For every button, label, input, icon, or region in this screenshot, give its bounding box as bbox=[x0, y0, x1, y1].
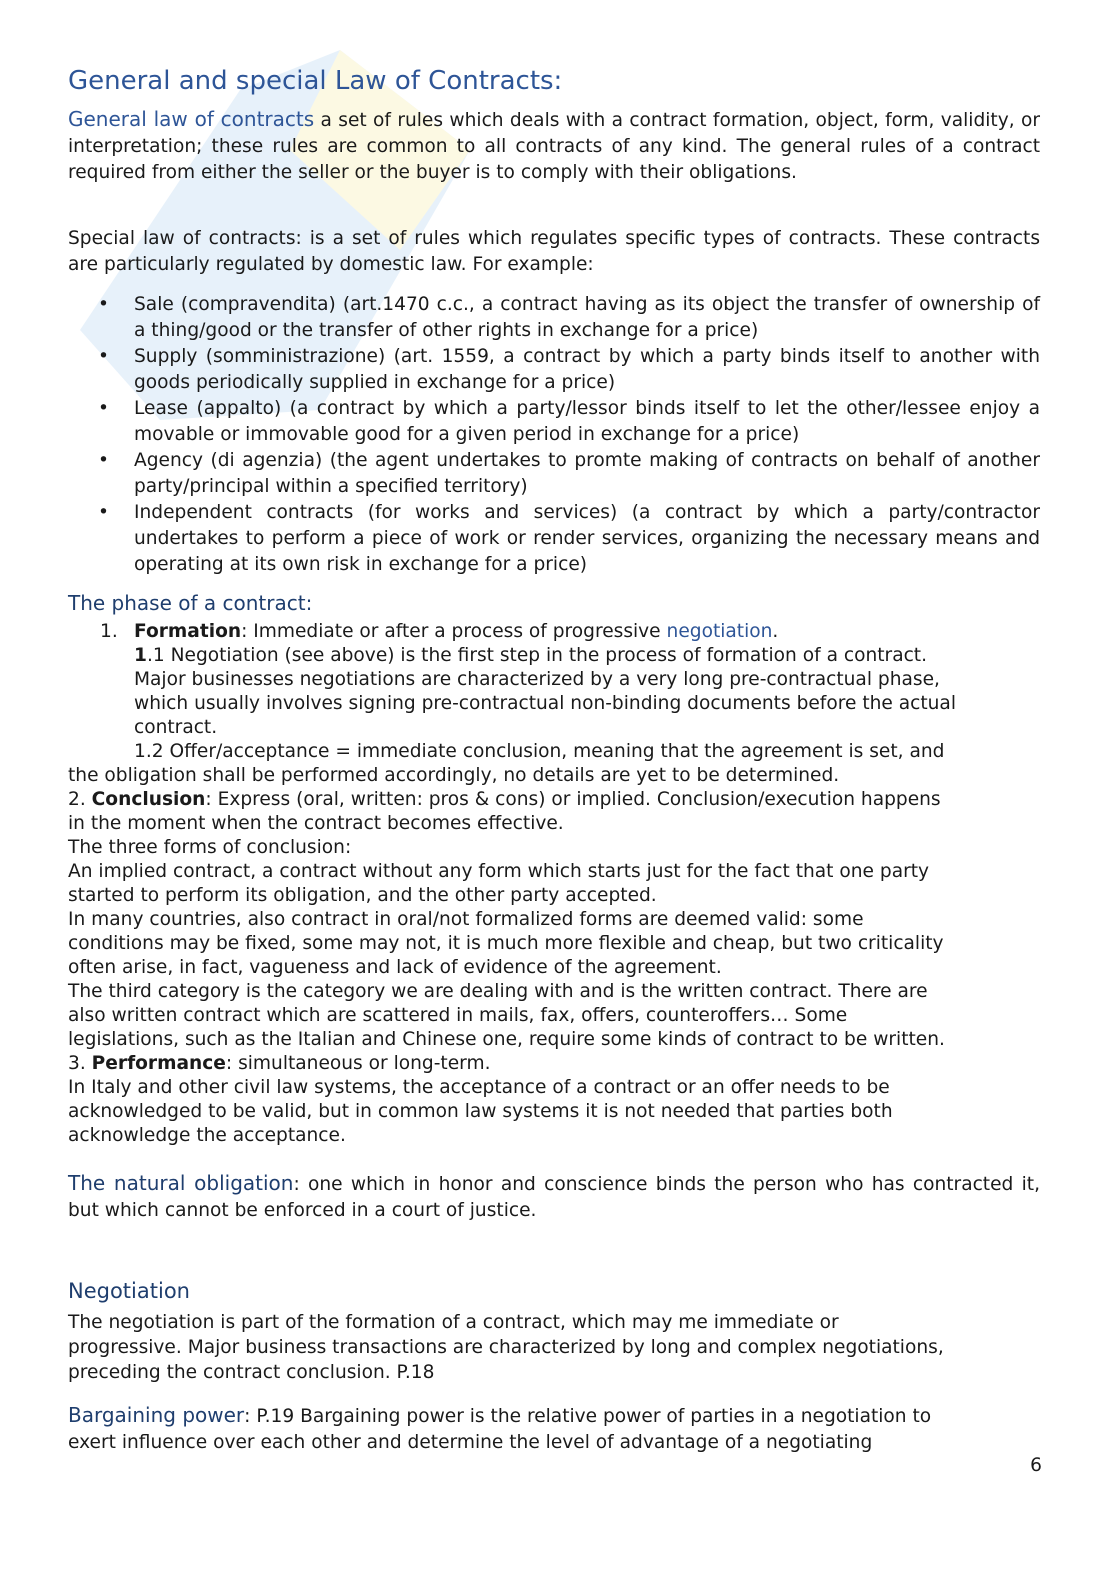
body-line: in the moment when the contract becomes effective. bbox=[68, 813, 564, 834]
sub1-number: 1 bbox=[134, 645, 147, 666]
list-item: • Lease (appalto) (a contract by which a party/lessor binds itself to let the other/lessee enjoy a movable or immovable good for a given period in exchange for a price) bbox=[68, 396, 1040, 448]
list-item: • Agency (di agenzia) (the agent undertakes to promte making of contracts on behalf of another party/principal within a specified territory) bbox=[68, 448, 1040, 500]
item2-number: 2. bbox=[68, 789, 92, 810]
natural-obligation-heading: The natural obligation bbox=[68, 1171, 294, 1195]
body-line: In many countries, also contract in oral/not formalized forms are deemed valid: some bbox=[68, 909, 864, 930]
item3-text: : simultaneous or long-term. bbox=[225, 1053, 491, 1074]
conclusion-label: Conclusion bbox=[91, 789, 206, 810]
performance-label: Performance bbox=[91, 1053, 226, 1074]
sub1-line: Major businesses negotiations are characterized by a very long pre-contractual phase, bbox=[134, 669, 940, 690]
list-item: • Independent contracts (for works and services) (a contract by which a party/contractor undertakes to perform a piece of work or render services, organizing the necessary means and operating at its own risk in exchange for a price) bbox=[68, 500, 1040, 578]
list-item: • Supply (somministrazione) (art. 1559, a contract by which a party binds itself to another with goods periodically supplied in exchange for a price) bbox=[68, 344, 1040, 396]
sub2-line: the obligation shall be performed accordingly, no details are yet to be determined. bbox=[68, 765, 840, 786]
body-line: The third category is the category we are dealing with and is the written contract. There are bbox=[68, 981, 928, 1002]
bargaining-heading: Bargaining power bbox=[68, 1403, 245, 1427]
bargaining-text: : P.19 Bargaining power is the relative power of parties in a negotiation to bbox=[244, 1406, 932, 1427]
phase-heading: The phase of a contract: bbox=[68, 591, 313, 615]
page-title: General and special Law of Contracts: bbox=[68, 66, 563, 96]
item1-text: : Immediate or after a process of progressive bbox=[241, 621, 667, 642]
list-item: • Sale (compravendita) (art.1470 c.c., a contract having as its object the transfer of ownership of a thing/good or the transfer of other rights in exchange for a price) bbox=[68, 292, 1040, 344]
body-line: In Italy and other civil law systems, the acceptance of a contract or an offer needs to be bbox=[68, 1077, 890, 1098]
item2-text: : Express (oral, written: pros & cons) or implied. Conclusion/execution happens bbox=[205, 789, 941, 810]
sub2-line: 1.2 Offer/acceptance = immediate conclusion, meaning that the agreement is set, and bbox=[134, 741, 945, 762]
item1-number: 1. bbox=[100, 621, 118, 642]
body-line: often arise, in fact, vagueness and lack of evidence of the agreement. bbox=[68, 957, 722, 978]
bargaining-text: exert influence over each other and determine the level of advantage of a negotiating bbox=[68, 1432, 873, 1453]
body-line: also written contract which are scattered in mails, fax, offers, counteroffers… Some bbox=[68, 1005, 848, 1026]
special-law-paragraph: Special law of contracts: is a set of rules which regulates specific types of contracts. These contracts are particularly regulated by domestic law. For example: bbox=[68, 228, 1040, 275]
general-law-paragraph bbox=[68, 106, 1040, 186]
body-line: The three forms of conclusion: bbox=[68, 837, 352, 858]
body-line: preceding the contract conclusion. P.18 bbox=[68, 1362, 435, 1383]
phase-section bbox=[68, 620, 1040, 1148]
item3-number: 3. bbox=[68, 1053, 92, 1074]
sub1-line: which usually involves signing pre-contractual non-binding documents before the actual bbox=[134, 693, 956, 714]
body-line: progressive. Major business transactions are characterized by long and complex negotiations, bbox=[68, 1337, 944, 1358]
natural-obligation-paragraph bbox=[68, 1170, 1040, 1224]
body-line: The negotiation is part of the formation of a contract, which may me immediate or bbox=[68, 1312, 839, 1333]
page-number: 6 bbox=[1030, 1455, 1042, 1476]
body-line: acknowledge the acceptance. bbox=[68, 1125, 346, 1146]
body-line: acknowledged to be valid, but in common law systems it is not needed that parties both bbox=[68, 1101, 893, 1122]
body-line: conditions may be fixed, some may not, it is much more flexible and cheap, but two criticality bbox=[68, 933, 944, 954]
general-law-text: a set of rules which deals with a contract formation, object, form, validity, or interpretation; these rules are common to all contracts of any kind. The general rules of a contract required from either the seller or the buyer is to comply with their obligations. bbox=[68, 110, 1041, 183]
formation-label: Formation bbox=[134, 621, 242, 642]
bargaining-paragraph bbox=[68, 1402, 1040, 1456]
body-line: started to perform its obligation, and the other party accepted. bbox=[68, 885, 657, 906]
negotiation-link: negotiation bbox=[666, 621, 773, 642]
examples-list bbox=[68, 292, 1040, 578]
sub1-line: contract. bbox=[134, 717, 218, 738]
general-law-heading: General law of contracts bbox=[68, 107, 315, 131]
negotiation-heading: Negotiation bbox=[68, 1279, 190, 1303]
natural-obligation-text: : one which in honor and conscience binds the person who has contracted it, but which cannot be enforced in a court of justice. bbox=[68, 1174, 1040, 1221]
sub1-line: .1 Negotiation (see above) is the first step in the process of formation of a contract. bbox=[146, 645, 928, 666]
body-line: legislations, such as the Italian and Chinese one, require some kinds of contract to be written. bbox=[68, 1029, 945, 1050]
body-line: An implied contract, a contract without any form which starts just for the fact that one party bbox=[68, 861, 930, 882]
item1-end: . bbox=[772, 621, 779, 642]
negotiation-paragraph bbox=[68, 1310, 1040, 1385]
